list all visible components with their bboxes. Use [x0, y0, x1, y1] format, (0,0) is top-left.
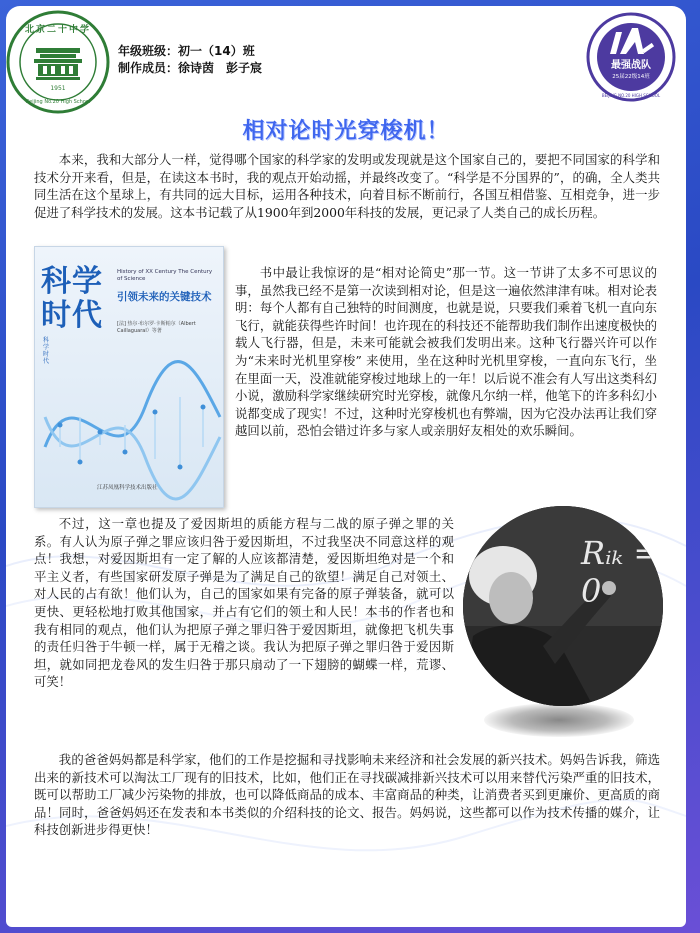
paragraph-4: 我的爸爸妈妈都是科学家，他们的工作是挖掘和寻找影响未来经济和社会发展的新兴技术。妈妈告诉我，筛选出来的新技术可以淘汰工厂现有的旧技术，比如，他们正在寻找碳减排新兴技术可以用来替代污染严重的旧技术，既可以帮助工厂减少污染物的排放，也可以降低商品的成本、丰富商品的种类，让消费者买到更廉价、更高质的商品！同时，爸爸妈妈还在发表和本书类似的介绍科技的论文、报告。妈妈说，这些都可以作为技术传播的媒介，让科技创新进步得更快！ — [34, 752, 660, 838]
book-spine: 科学时代 — [43, 337, 50, 365]
school-logo-en: Beijing No.20 High School — [25, 99, 91, 105]
einstein-photo — [463, 506, 663, 706]
book-publisher: 江苏凤凰科学技术出版社 — [97, 485, 158, 491]
team-logo — [586, 12, 676, 102]
team-name: 最强战队 — [611, 60, 651, 71]
school-logo — [6, 10, 110, 114]
team-sub: 25届22级14班 — [612, 74, 650, 80]
blackboard-formula: Rᵢₖ = 0 — [581, 534, 661, 610]
book-cover — [34, 246, 224, 508]
paragraph-1: 本来，我和大部分人一样，觉得哪个国家的科学家的发明或发现就是这个国家自己的，要把不同国家的科学和技术分开来看，但是，在读这本书时，我的观点开始动摇，并最终改变了。“科学是不分国界的”，的确，全人类共同生活在这个星球上，有共同的远大目标，运用各种技术，向着目标不断前行，各国互相借鉴、互相竞争，进一步促进了科学技术的发展。这本书记载了从1900年到2000年科技的发展，更记录了人类自己的成长历程。 — [34, 152, 660, 220]
class-label: 年级班级：初一（14）班 — [118, 44, 255, 58]
book-title: 科学时代 — [41, 264, 103, 333]
book-author: [法] 热尔·布尔罗·卡斯帕尔（Albert Caillaguaral）等著 — [117, 321, 196, 334]
paragraph-3: 不过，这一章也提及了爱因斯坦的质能方程与二战的原子弹之罪的关系。有人认为原子弹之罪应该归咎于爱因斯坦，不过我坚决不同意这样的观点！我想，对爱因斯坦有一定了解的人应该都清楚，爱因斯坦绝对是一个和平主义者，有些国家研发原子弹是为了满足自己的欲望！满足自己对领土、对人民的占有欲！他们认为，自己的国家如果有完备的原子弹装备，就可以更快、更轻松地打败其他国家，并占有它们的领土和人民！本书的作者也和我有相同的观点，他们认为把原子弹之罪归咎于爱因斯坦，就像把飞机失事的责任归咎于牛顿一样，属于无稽之谈。我认为把原子弹之罪归咎于爱因斯坦，就如同把龙卷风的发生归咎于那只扇动了一下翅膀的蝴蝶一样，荒谬、可笑！ — [34, 516, 454, 690]
book-subtitle: 引领未来的关键技术 — [117, 291, 212, 303]
header-meta — [118, 43, 262, 77]
school-logo-cn: 北京二十中学 — [24, 25, 92, 35]
book-english-title: History of XX Century The Century of Science — [117, 269, 213, 282]
poster-page — [6, 6, 686, 927]
school-logo-year: 1951 — [50, 85, 66, 92]
paragraph-2: 书中最让我惊讶的是“相对论简史”那一节。这一节讲了太多不可思议的事，虽然我已经不是第一次读到相对论，但是这一遍依然津津有味。相对论表明：每个人都有自己独特的时间测度，也就是说，只要我们乘着飞机一直向东飞行，就能获得些许时间！也许现在的科技还不能帮助我们制作出速度极快的载人飞行器，但是，未来可能就会被我们发明出来。这种飞行器兴许可以作为“未来时光机里穿梭” 来使用，坐在这种时光机里穿梭，一直向东飞行，坐在里面一天，没准就能穿梭过地球上的一年！以后说不准会有人写出这类科幻小说，激励科学家继续研究时光穿梭，就像凡尔纳一样，他笔下的许多科幻小说都变成了现实！不过，这种时光穿梭机也有弊端，因为它没办法再让我们穿越回以前，恐怕会错过许多与家人或亲朋好友相处的欢乐瞬间。 — [235, 265, 657, 439]
team-ring-text: BEIJING NO.20 HIGH SCHOOL — [601, 93, 661, 98]
photo-shadow — [484, 703, 634, 737]
authors-label: 制作成员：徐诗茵 彭子宸 — [118, 61, 263, 75]
page-title: 相对论时光穿梭机！ — [242, 119, 450, 144]
